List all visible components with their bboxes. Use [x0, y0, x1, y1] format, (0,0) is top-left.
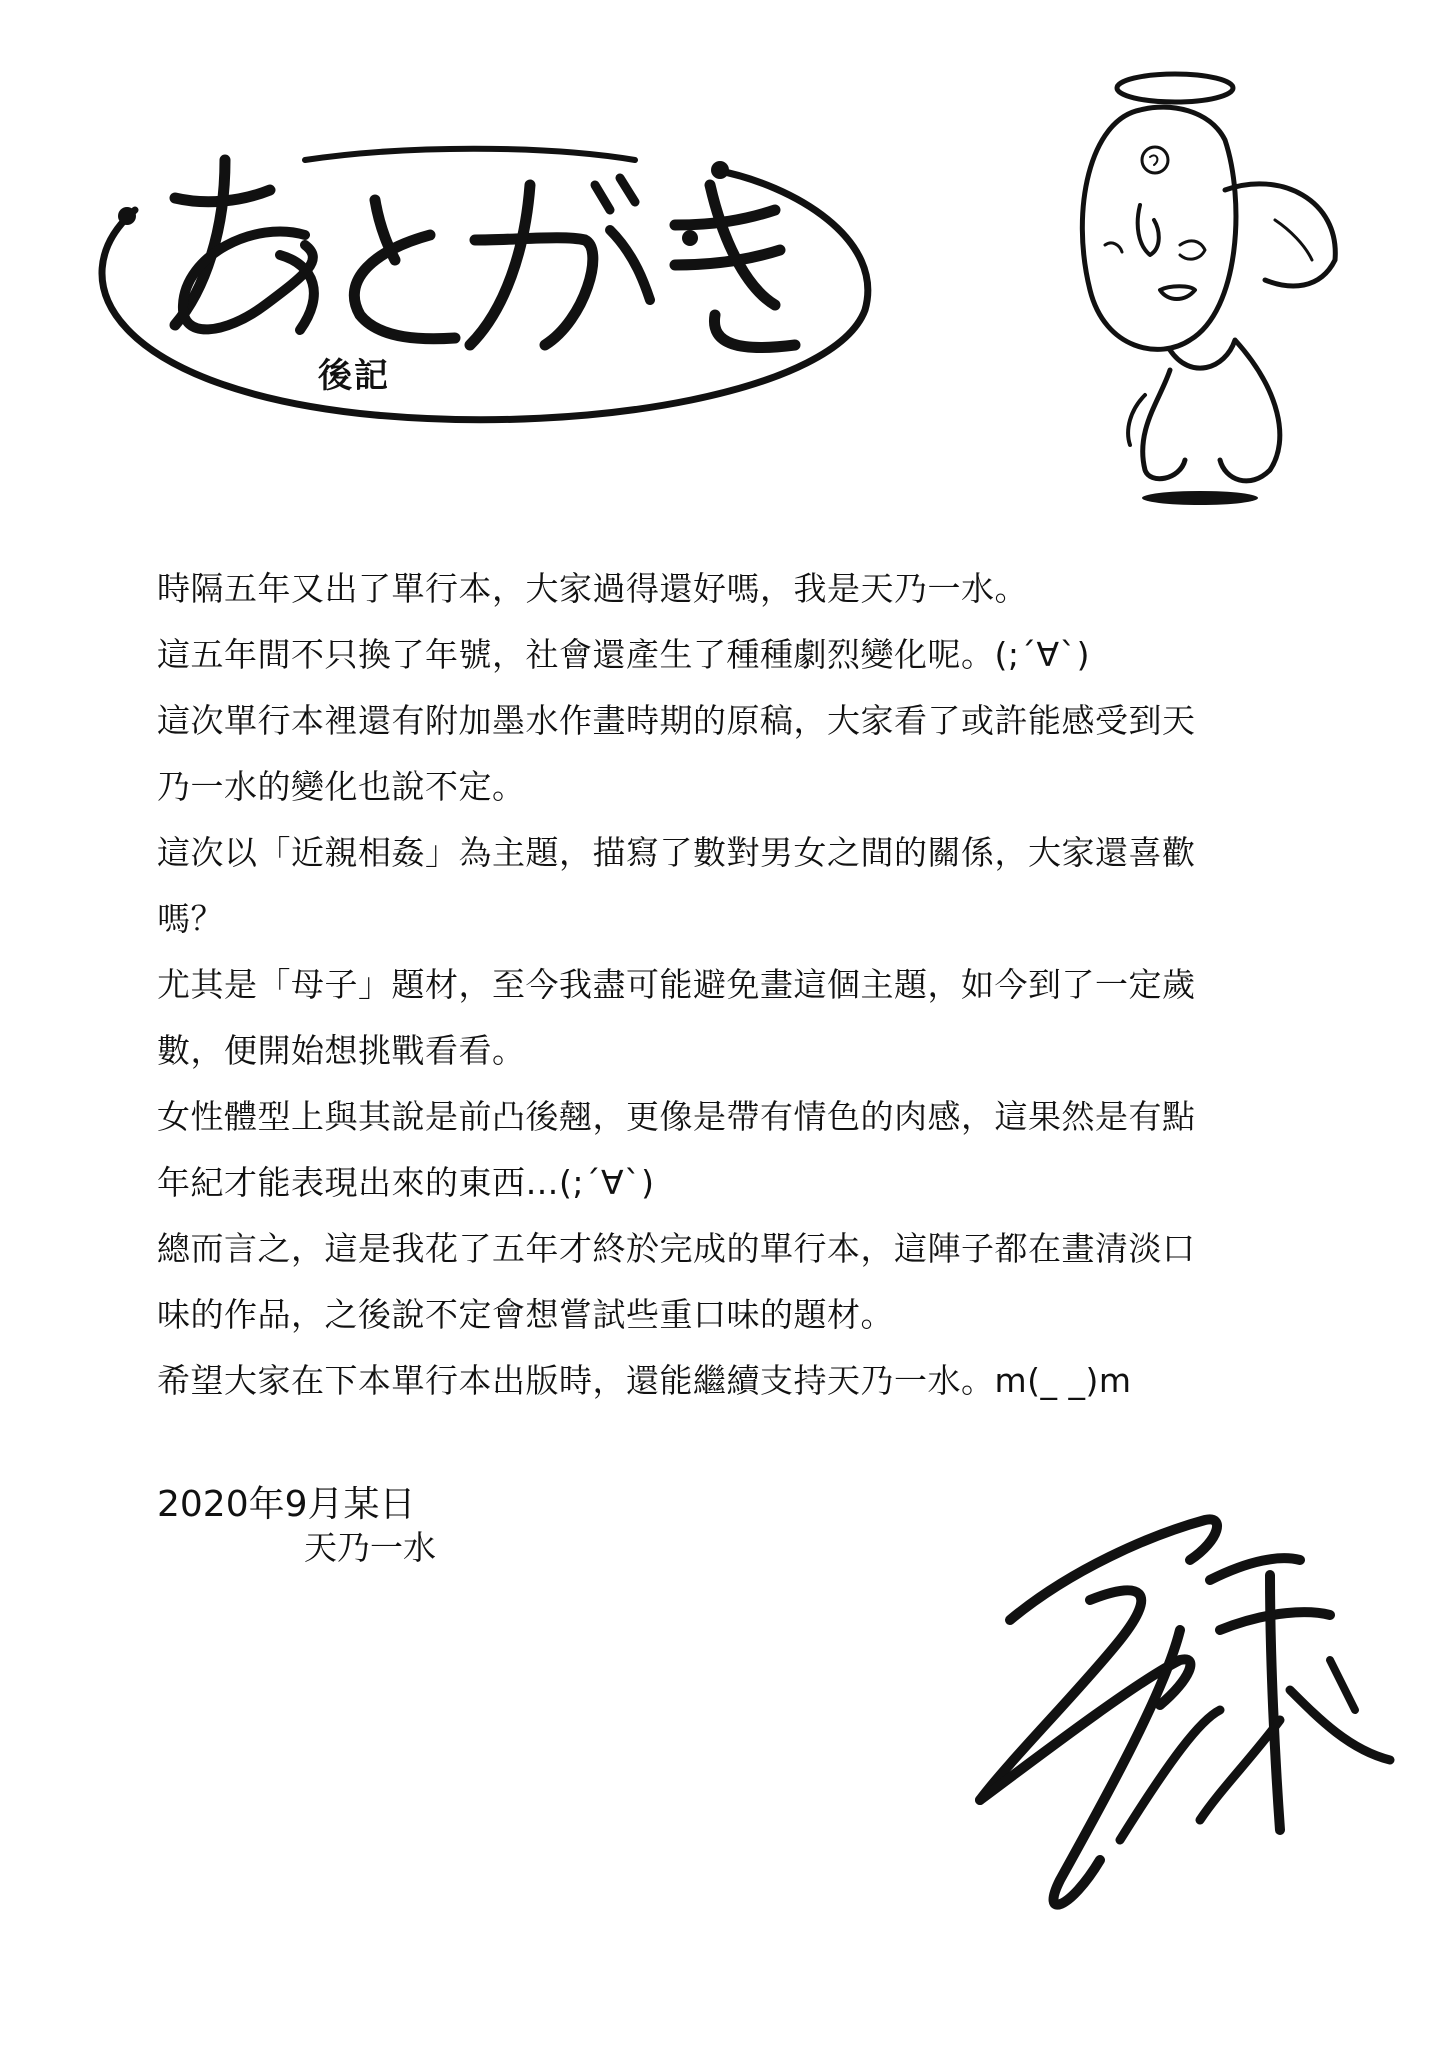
angel-character-icon	[1050, 40, 1350, 520]
body-line: 總而言之，這是我花了五年才終於完成的單行本，這陣子都在畫清淡口	[157, 1229, 1196, 1268]
body-line: 年紀才能表現出來的東西…(;´∀`)	[157, 1163, 655, 1202]
afterword-title-art	[75, 90, 875, 435]
author-name: 天乃一水	[304, 1528, 436, 1567]
body-line: 數，便開始想挑戰看看。	[157, 1031, 526, 1070]
body-line: 這五年間不只換了年號，社會還產生了種種劇烈變化呢。(;´∀`)	[157, 635, 1090, 674]
body-line: 味的作品，之後說不定會想嘗試些重口味的題材。	[157, 1295, 894, 1334]
body-line: 時隔五年又出了單行本，大家過得還好嗎，我是天乃一水。	[157, 569, 1028, 608]
afterword-subtitle: 後記	[318, 356, 390, 396]
date-text: 2020年9月某日	[157, 1484, 416, 1525]
handwritten-signature-icon	[950, 1460, 1420, 1950]
afterword-body	[157, 556, 1337, 1414]
body-line: 希望大家在下本單行本出版時，還能繼續支持天乃一水。m(_ _)m	[157, 1361, 1132, 1400]
body-line: 這次單行本裡還有附加墨水作畫時期的原稿，大家看了或許能感受到天	[157, 701, 1196, 740]
body-line: 乃一水的變化也說不定。	[157, 767, 526, 806]
body-line: 嗎？	[157, 899, 224, 938]
body-line: 這次以「近親相姦」為主題，描寫了數對男女之間的關係，大家還喜歡	[157, 833, 1196, 872]
body-line: 女性體型上與其說是前凸後翹，更像是帶有情色的肉感，這果然是有點	[157, 1097, 1196, 1136]
body-line: 尤其是「母子」題材，至今我盡可能避免畫這個主題，如今到了一定歲	[157, 965, 1196, 1004]
